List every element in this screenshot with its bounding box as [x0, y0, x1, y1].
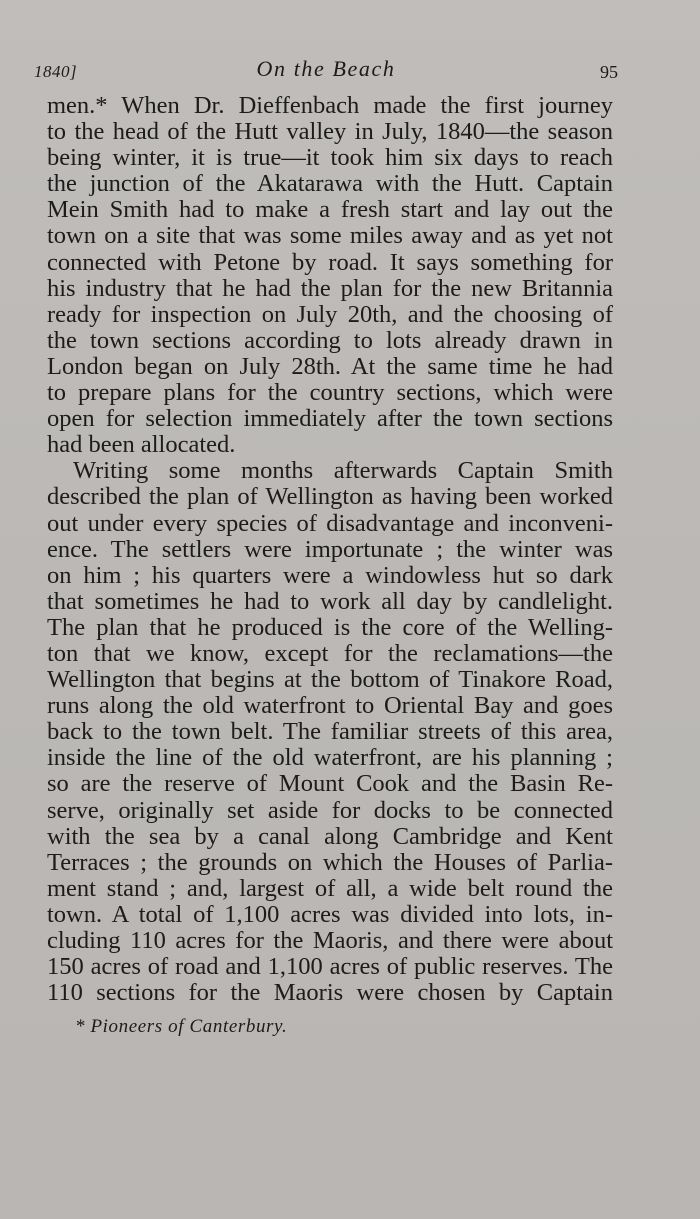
text-line: his industry that he had the plan for the new Britannia	[47, 274, 613, 302]
running-head	[34, 56, 618, 86]
text-line: town on a site that was some miles away and as yet not	[47, 222, 613, 250]
text-line: being winter, it is true—it took him six days to reach	[47, 144, 613, 172]
text-line: the junction of the Akatarawa with the Hutt. Captain	[47, 170, 613, 198]
text-line: town. A total of 1,100 acres was divided into lots, in-	[47, 900, 613, 928]
text-line: to the head of the Hutt valley in July, 1840—the season	[47, 118, 613, 146]
text-line: out under every species of disadvantage and inconveni-	[47, 509, 613, 537]
text-line: ment stand ; and, largest of all, a wide belt round the	[47, 874, 613, 902]
text-line: serve, originally set aside for docks to be connected	[47, 796, 613, 824]
text-line: so are the reserve of Mount Cook and the Basin Re-	[47, 770, 613, 798]
text-line: Terraces ; the grounds on which the Houses of Parlia-	[47, 848, 613, 876]
text-line: cluding 110 acres for the Maoris, and there were about	[47, 927, 613, 954]
text-line: described the plan of Wellington as having been worked	[47, 483, 613, 511]
text-line: to prepare plans for the country sections, which were	[47, 379, 613, 407]
text-line: Wellington that begins at the bottom of Tinakore Road,	[47, 666, 613, 694]
text-line: ready for inspection on July 20th, and the choosing of	[47, 300, 613, 328]
text-line: The plan that he produced is the core of the Welling-	[47, 613, 613, 641]
header-year: 1840]	[34, 62, 78, 81]
footnote: * Pioneers of Canterbury.	[75, 1016, 288, 1037]
text-line: the town sections according to lots already drawn in	[47, 326, 613, 354]
text-line: ence. The settlers were importunate ; the winter was	[47, 535, 613, 563]
body-text	[47, 93, 613, 1006]
text-line: connected with Petone by road. It says something for	[47, 248, 613, 276]
text-line: back to the town belt. The familiar streets of this area,	[47, 718, 613, 746]
text-line: 110 sections for the Maoris were chosen by Captain	[47, 979, 613, 1007]
text-line: open for selection immediately after the town sections	[47, 405, 613, 433]
text-line: men.* When Dr. Dieffenbach made the first journey	[47, 92, 613, 119]
text-line: that sometimes he had to work all day by candlelight.	[47, 587, 613, 615]
text-line: ton that we know, except for the reclamations—the	[47, 639, 613, 667]
text-line: on him ; his quarters were a windowless hut so dark	[47, 561, 613, 589]
page-number: 95	[600, 62, 618, 82]
chapter-title: On the Beach	[256, 56, 396, 81]
text-line: had been allocated.	[47, 431, 236, 459]
text-line: 150 acres of road and 1,100 acres of public reserves. The	[47, 953, 613, 981]
text-line: Mein Smith had to make a fresh start and lay out the	[47, 196, 613, 224]
text-line: with the sea by a canal along Cambridge and Kent	[47, 822, 613, 850]
text-line: London began on July 28th. At the same time he had	[47, 352, 613, 380]
text-line: runs along the old waterfront to Oriental Bay and goes	[47, 692, 613, 720]
text-line: Writing some months afterwards Captain Smith	[73, 457, 613, 485]
text-line: inside the line of the old waterfront, are his planning ;	[47, 744, 613, 772]
